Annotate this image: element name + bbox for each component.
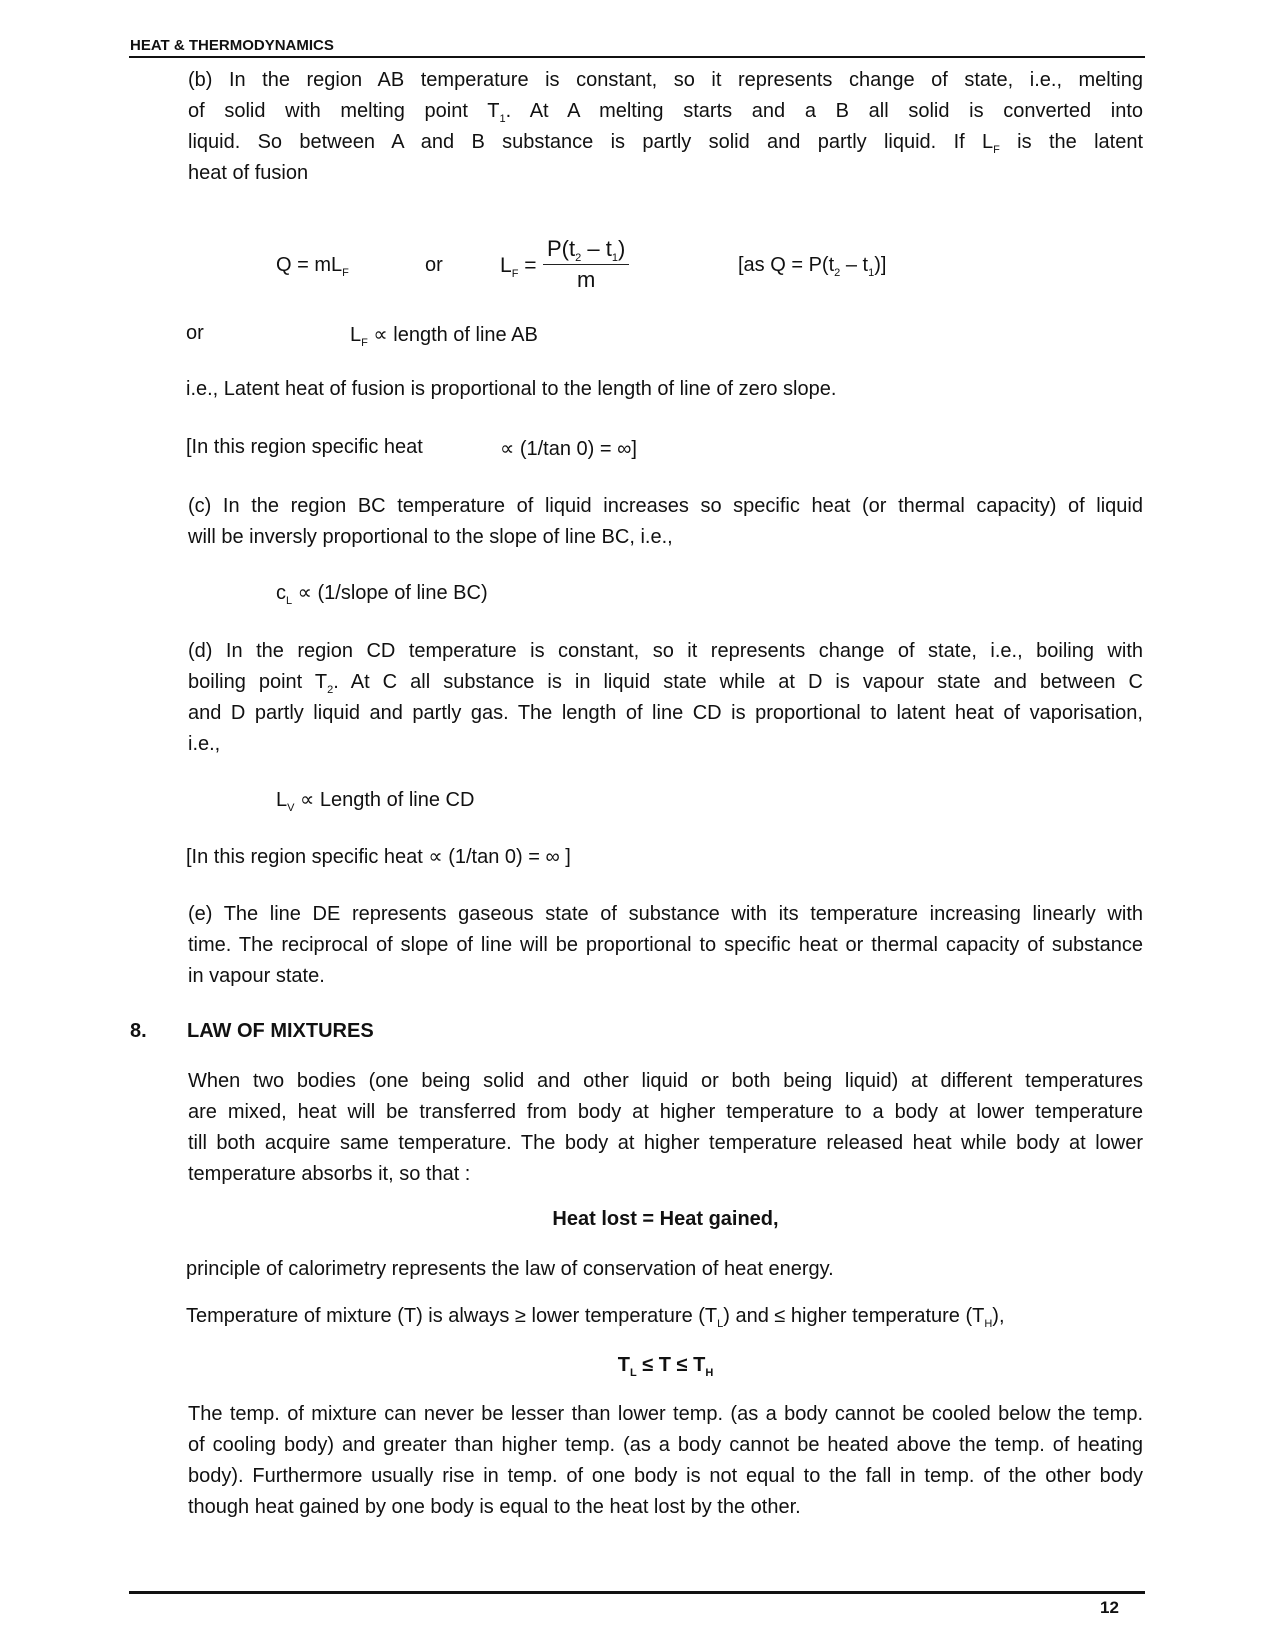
subscript: F (511, 268, 519, 280)
mixtures-intro-line-1: When two bodies (one being solid and other liquid or both being liquid) at different temperatures (188, 1070, 1143, 1092)
footer-rule (129, 1591, 1145, 1594)
subscript: 1 (611, 252, 618, 264)
equation-cl (276, 580, 488, 605)
or-label: or (425, 254, 443, 276)
latent-heat-fraction (543, 236, 629, 293)
text: liquid. So between A and B substance is partly solid and partly liquid. If L (188, 131, 994, 153)
fusion-note-right: ∝ (1/tan 0) = ∞] (500, 438, 637, 460)
temperature-inequality (188, 1354, 1143, 1377)
text: . At A melting starts and a B all solid is converted into (505, 100, 1144, 122)
mixtures-intro-line-4: temperature absorbs it, so that : (188, 1163, 471, 1185)
section-c-line-1: (c) In the region BC temperature of liquid increases so specific heat (or thermal capacity) of liquid (188, 495, 1143, 517)
section-number: 8. (130, 1020, 147, 1042)
text: ∝ length of line AB (367, 324, 538, 346)
mixtures-intro-line-2: are mixed, heat will be transferred from body at higher temperature to a body at lower temperature (188, 1101, 1143, 1123)
calorimetry-statement: principle of calorimetry represents the law of conservation of heat energy. (186, 1258, 834, 1280)
section-b-line-3 (188, 127, 1143, 158)
text: – t (581, 236, 612, 261)
text: . At C all substance is in liquid state while at D is vapour state and between C (333, 671, 1143, 693)
section-d-line-4: i.e., (188, 733, 221, 755)
text: Q = mL (276, 254, 343, 276)
vapour-note: [In this region specific heat ∝ (1/tan 0) = ∞ ] (186, 846, 571, 868)
text: = (524, 254, 537, 277)
text: ∝ Length of line CD (294, 789, 475, 811)
text: c (276, 582, 286, 604)
text: [as Q = P(t (738, 254, 835, 276)
text: ), (992, 1305, 1005, 1327)
section-title: LAW OF MIXTURES (187, 1020, 374, 1042)
text: of solid with melting point T (188, 100, 500, 122)
subscript: 2 (834, 267, 841, 279)
closing-line-1: The temp. of mixture can never be lesser than lower temp. (as a body cannot be cooled below the temp. (188, 1403, 1143, 1425)
equation-lf-proportional (350, 322, 538, 347)
mixtures-intro-line-3: till both acquire same temperature. The body at higher temperature released heat while body at lower (188, 1132, 1143, 1154)
subscript: L (286, 595, 293, 607)
section-d-line-1: (d) In the region CD temperature is constant, so it represents change of state, i.e., boiling with (188, 640, 1143, 662)
subscript: 1 (499, 113, 506, 125)
subscript: F (342, 267, 349, 279)
text: P(t (547, 236, 576, 261)
subscript: V (287, 802, 295, 814)
text: ) and ≤ higher temperature (T (723, 1305, 985, 1327)
text: boiling point T (188, 671, 328, 693)
fraction-numerator (543, 236, 629, 265)
section-c-line-2: will be inversly proportional to the slope of line BC, i.e., (188, 526, 673, 548)
section-e-line-1: (e) The line DE represents gaseous state of substance with its temperature increasing linearly with (188, 903, 1143, 925)
text: L (500, 254, 512, 277)
text: ) (617, 236, 626, 261)
header-rule (129, 56, 1145, 58)
equation-note-q (738, 254, 886, 277)
section-e-line-3: in vapour state. (188, 965, 325, 987)
section-e-line-2: time. The reciprocal of slope of line will be proportional to specific heat or thermal capacity of substance (188, 934, 1143, 956)
text: is the latent (999, 131, 1144, 153)
subscript: F (361, 337, 368, 349)
text: L (350, 324, 362, 346)
page-number: 12 (1100, 1598, 1119, 1617)
fusion-note-left: [In this region specific heat (186, 436, 423, 458)
fusion-statement: i.e., Latent heat of fusion is proportional to the length of line of zero slope. (186, 378, 837, 400)
subscript: L (629, 1367, 637, 1379)
principle-equation: Heat lost = Heat gained, (552, 1208, 779, 1230)
section-d-line-2 (188, 667, 1143, 698)
section-d-line-3: and D partly liquid and partly gas. The length of line CD is proportional to latent heat of vaporisation, (188, 702, 1143, 724)
subscript: L (717, 1318, 724, 1330)
closing-line-3: body). Furthermore usually rise in temp. of one body is not equal to the fall in temp. of the other body (188, 1465, 1143, 1487)
temperature-range-statement (186, 1305, 1005, 1328)
text: T (617, 1354, 630, 1376)
section-b-line-4: heat of fusion (188, 162, 309, 184)
subscript: 2 (575, 252, 582, 264)
equation-lv (276, 787, 474, 812)
closing-line-2: of cooling body) and greater than higher temp. (as a body cannot be heated above the temp. of heating (188, 1434, 1143, 1456)
text: Temperature of mixture (T) is always ≥ lower temperature (T (186, 1305, 718, 1327)
text: L (276, 789, 288, 811)
subscript: 2 (327, 684, 334, 696)
text: – t (840, 254, 869, 276)
fraction-denominator: m (576, 267, 596, 292)
equation-lf (500, 254, 537, 278)
text: )] (874, 254, 887, 276)
equation-q-mlf (276, 254, 349, 277)
text: ≤ T ≤ T (636, 1354, 706, 1376)
section-b-line-1: (b) In the region AB temperature is constant, so it represents change of state, i.e., melting (188, 69, 1143, 91)
section-b-line-2 (188, 96, 1143, 127)
running-header-title: HEAT & THERMODYNAMICS (130, 37, 334, 54)
or-label-2: or (186, 322, 204, 344)
subscript: H (984, 1318, 993, 1330)
subscript: 1 (868, 267, 875, 279)
subscript: F (993, 144, 1000, 156)
closing-line-4: though heat gained by one body is equal to the heat lost by the other. (188, 1496, 801, 1518)
text: ∝ (1/slope of line BC) (292, 582, 488, 604)
subscript: H (705, 1367, 714, 1379)
